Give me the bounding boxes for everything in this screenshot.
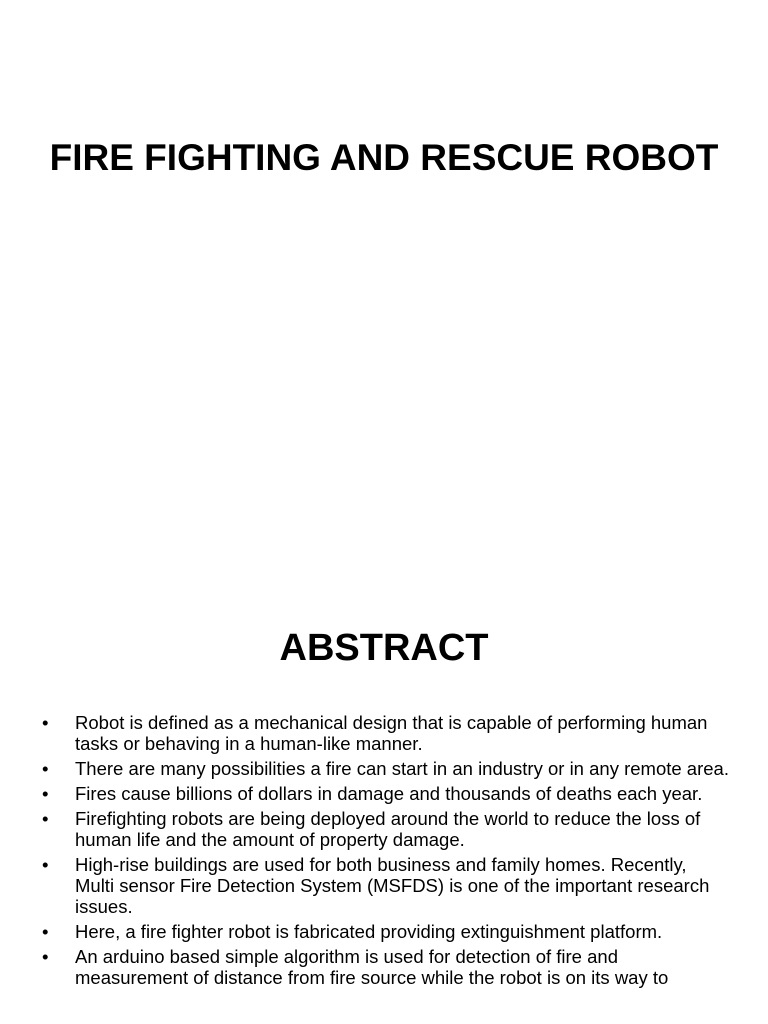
bullet-dot-icon: •: [42, 946, 49, 967]
bullet-text: Here, a fire fighter robot is fabricated providing extinguishment platform.: [75, 921, 663, 942]
bullet-text: Robot is defined as a mechanical design that is capable of performing human tasks or behaving in a human-like manner.: [75, 712, 708, 754]
section-heading-abstract: ABSTRACT: [279, 627, 489, 669]
list-item: [40, 854, 730, 917]
bullet-dot-icon: •: [42, 783, 49, 804]
bullet-text: High-rise buildings are used for both business and family homes. Recently, Multi sensor Fire Detection System (MSFDS) is one of the important research issues.: [75, 854, 710, 917]
bullet-dot-icon: •: [42, 854, 49, 875]
list-item: [40, 946, 730, 988]
bullet-dot-icon: •: [42, 808, 49, 829]
bullet-dot-icon: •: [42, 712, 49, 733]
bullet-dot-icon: •: [42, 921, 49, 942]
bullet-text: An arduino based simple algorithm is used for detection of fire and measurement of distance from fire source while the robot is on its way to: [75, 946, 669, 988]
list-item: [40, 808, 730, 850]
list-item: [40, 758, 730, 779]
abstract-bullet-list: [40, 712, 730, 992]
list-item: [40, 921, 730, 942]
bullet-text: There are many possibilities a fire can start in an industry or in any remote area.: [75, 758, 729, 779]
bullet-dot-icon: •: [42, 758, 49, 779]
list-item: [40, 783, 730, 804]
list-item: [40, 712, 730, 754]
bullet-text: Firefighting robots are being deployed around the world to reduce the loss of human life and the amount of property damage.: [75, 808, 701, 850]
slide-title: FIRE FIGHTING AND RESCUE ROBOT: [49, 137, 719, 178]
bullet-text: Fires cause billions of dollars in damage and thousands of deaths each year.: [75, 783, 703, 804]
